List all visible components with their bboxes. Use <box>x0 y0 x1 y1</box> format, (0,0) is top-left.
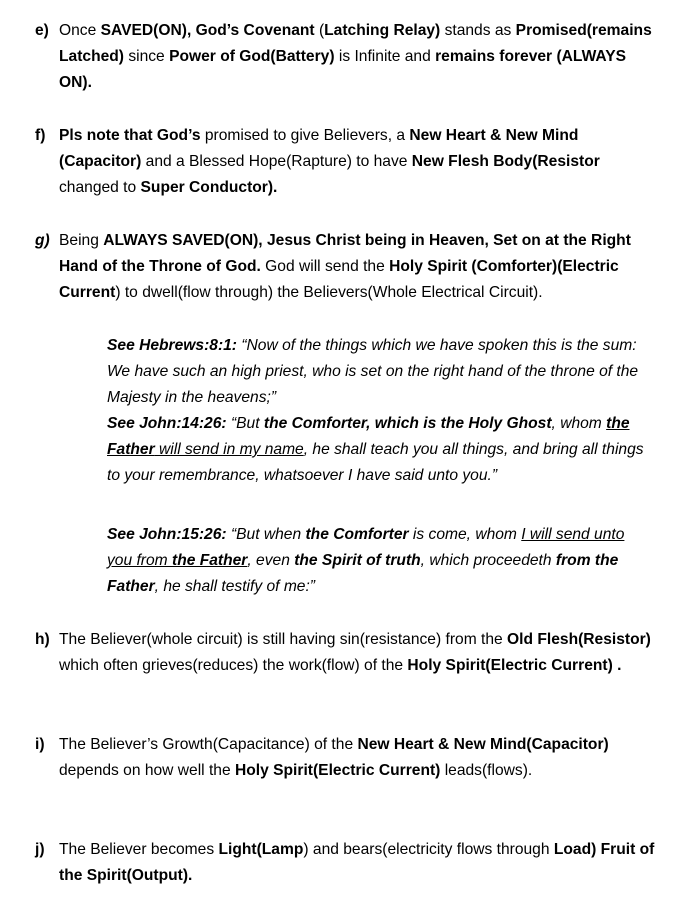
text-run: See John:14:26: <box>107 415 227 432</box>
list-item-i <box>35 732 660 784</box>
text-run: See John:15:26: <box>107 526 227 543</box>
item-label: e) <box>35 22 49 39</box>
text-run: New Heart & New Mind (Capacitor) <box>59 127 579 170</box>
text-run: Holy Spirit (Comforter)(Electric Current <box>59 258 619 301</box>
text-run: ( <box>314 22 325 39</box>
item-text <box>59 228 660 306</box>
text-run: and a Blessed Hope(Rapture) to have <box>141 153 412 170</box>
item-label: i) <box>35 736 45 753</box>
list-item-j <box>35 837 660 889</box>
item-label: f) <box>35 127 46 144</box>
text-run: New Heart & New Mind(Capacitor) <box>357 736 609 753</box>
item-text <box>59 123 660 201</box>
text-run: The Believer’s Growth(Capacitance) of the <box>59 736 358 753</box>
scripture-quote-john-14 <box>107 411 652 489</box>
text-run: the Comforter <box>305 526 409 543</box>
text-run: will send in my name <box>154 441 304 458</box>
text-run: , he shall testify of me:” <box>154 578 316 595</box>
list-item-f <box>35 123 660 201</box>
item-label: g) <box>35 232 50 249</box>
text-run: the Comforter, which is the Holy Ghost <box>263 415 552 432</box>
text-run: Once <box>59 22 101 39</box>
text-run: Holy Spirit(Electric Current) <box>235 762 441 779</box>
list-item-h <box>35 627 660 679</box>
text-run: The Believer becomes <box>59 841 219 858</box>
text-run: changed to <box>59 179 141 196</box>
text-run: the Father <box>107 415 630 458</box>
text-run: remains forever (ALWAYS ON). <box>59 48 627 91</box>
text-run: stands as <box>440 22 516 39</box>
scripture-quote-john-15 <box>107 522 652 600</box>
text-run: ALWAYS SAVED(ON), Jesus Christ being in Heaven, Set on at the Right Hand of the Throne of God. <box>59 232 631 275</box>
text-run: since <box>123 48 170 65</box>
text-run: the Spirit of truth <box>294 552 421 569</box>
item-text <box>59 732 660 784</box>
text-run: Power of God(Battery) <box>169 48 335 65</box>
text-run: See Hebrews:8:1: <box>107 337 238 354</box>
text-run: Pls note that God’s <box>59 127 201 144</box>
text-run: Super Conductor). <box>140 179 278 196</box>
text-run: “But when <box>226 526 306 543</box>
text-run: Load) Fruit of the Spirit(Output). <box>59 841 655 884</box>
list-item-g <box>35 228 660 306</box>
item-text <box>59 18 660 96</box>
text-run: is Infinite and <box>334 48 436 65</box>
text-run: God will send the <box>260 258 390 275</box>
text-run: I will send unto you from <box>107 526 625 569</box>
text-run: SAVED(ON), God’s Covenant <box>100 22 315 39</box>
text-run: Light(Lamp <box>218 841 304 858</box>
text-run: which often grieves(reduces) the work(flow) of the <box>59 657 408 674</box>
text-run: depends on how well the <box>59 762 235 779</box>
text-run: from the Father <box>107 552 619 595</box>
text-run: “But <box>226 415 264 432</box>
scripture-quote-hebrews <box>107 333 652 411</box>
text-run: , he shall teach you all things, and bring all things to your remembrance, whatsoever I have said unto you.” <box>107 441 644 484</box>
item-label: j) <box>35 841 45 858</box>
text-run: ) to dwell(flow through) the Believers(Whole Electrical Circuit). <box>115 284 543 301</box>
text-run: “Now of the things which we have spoken this is the sum: We have such an high priest, who is set on the right hand of the throne of the Majesty in the heavens;” <box>107 337 639 406</box>
text-run: the Father <box>172 552 248 569</box>
text-run: The Believer(whole circuit) is still having sin(resistance) from the <box>59 631 508 648</box>
text-run: Being <box>59 232 104 249</box>
text-run: , which proceedeth <box>420 552 556 569</box>
text-run: New Flesh Body(Resistor <box>411 153 600 170</box>
text-run: Old Flesh(Resistor) <box>507 631 651 648</box>
text-run: Holy Spirit(Electric Current) . <box>407 657 622 674</box>
text-run: ) and bears(electricity flows through <box>303 841 554 858</box>
text-run: Latching Relay) <box>324 22 441 39</box>
text-run: promised to give Believers, a <box>200 127 410 144</box>
text-run: , even <box>247 552 295 569</box>
item-label: h) <box>35 631 50 648</box>
text-run: , whom <box>551 415 607 432</box>
item-text <box>59 837 660 889</box>
text-run: is come, whom <box>408 526 522 543</box>
text-run: Promised(remains Latched) <box>59 22 652 65</box>
list-item-e <box>35 18 660 96</box>
text-run: leads(flows). <box>440 762 533 779</box>
item-text <box>59 627 660 679</box>
